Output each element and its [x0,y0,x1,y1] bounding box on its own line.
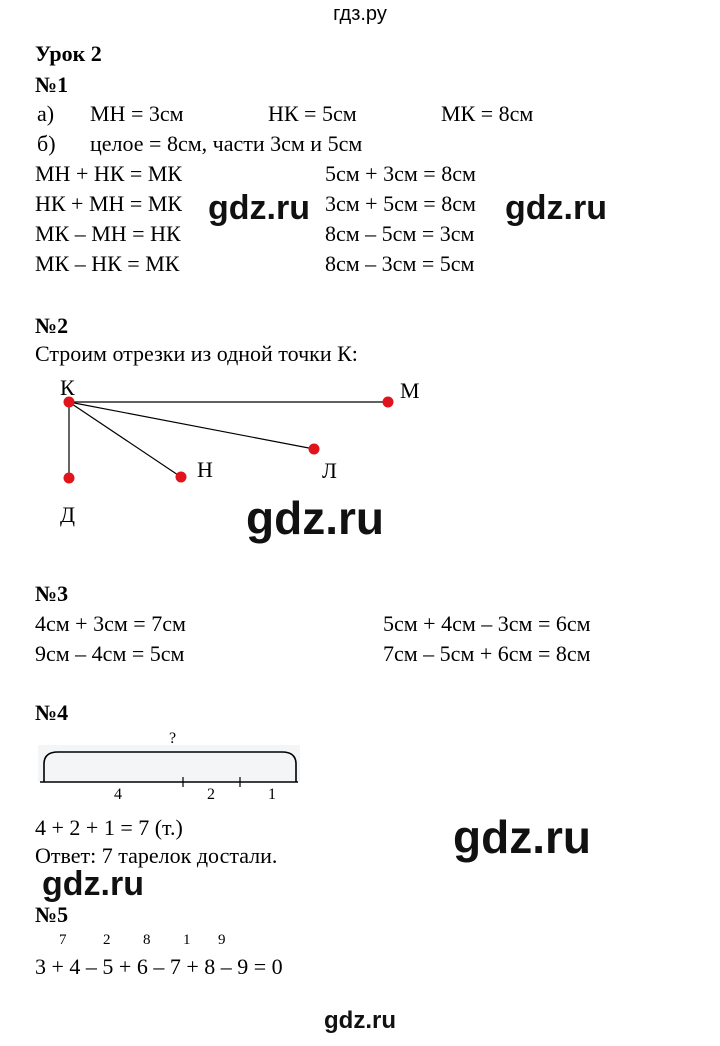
task5-equation: 3 + 4 – 5 + 6 – 7 + 8 – 9 = 0 [35,954,283,979]
segment-label: 1 [268,786,276,803]
task5-number: №5 [35,902,69,927]
task1-equation-left: МК – НК = МК [35,251,180,276]
segment-label: 2 [207,786,215,803]
superscript: 1 [183,932,191,948]
point-label-m: М [400,378,420,403]
site-header: гдз.ру [333,3,387,25]
superscript: 9 [218,932,226,948]
task2-number: №2 [35,313,69,338]
task1-row-b-text: целое = 8см, части 3см и 5см [90,131,363,156]
task1-row-b-marker: б) [37,131,56,156]
segment-label: 4 [114,786,122,803]
point-label-k: К [60,375,75,400]
task1-equation-right: 8см – 3см = 5см [325,251,475,276]
task3-number: №3 [35,581,69,606]
task2-text: Строим отрезки из одной точки К: [35,341,358,366]
superscript: 2 [103,932,111,948]
task1-equation-right: 3см + 5см = 8см [325,191,476,216]
task1-equation-right: 5см + 3см = 8см [325,161,476,186]
watermark: gdz.ru [453,811,591,863]
task1-equation-right: 8см – 5см = 3см [325,221,475,246]
footer-watermark: gdz.ru [324,1007,396,1034]
watermark: gdz.ru [505,189,607,227]
task1-equation-left: МК – МН = НК [35,221,181,246]
task3-equation-right: 7см – 5см + 6см = 8см [383,641,591,666]
point-label-d: Д [60,502,76,527]
task4-number: №4 [35,700,69,725]
task3-equation-left: 4см + 3см = 7см [35,611,186,636]
task1-row-a-marker: а) [37,101,55,126]
superscript: 7 [59,932,67,948]
task1-number: №1 [35,72,69,97]
task1-row-a-item: МН = 3см [90,101,184,126]
task1-equation-left: МН + НК = МК [35,161,183,186]
point-label-l: Л [322,458,337,483]
task4-equation: 4 + 2 + 1 = 7 (т.) [35,815,183,840]
watermark: gdz.ru [208,189,310,227]
superscript: 8 [143,932,151,948]
watermark: gdz.ru [246,492,384,544]
task1-row-a-item: МК = 8см [441,101,534,126]
task4-answer: Ответ: 7 тарелок достали. [35,843,278,868]
task1-row-a-item: НК = 5см [268,101,357,126]
point-label-n: Н [197,457,213,482]
lesson-title: Урок 2 [35,41,102,66]
question-mark: ? [169,730,177,747]
diagram-background [38,745,300,782]
task1-equation-left: НК + МН = МК [35,191,183,216]
watermark: gdz.ru [42,865,144,903]
task3-equation-left: 9см – 4см = 5см [35,641,185,666]
task3-equation-right: 5см + 4см – 3см = 6см [383,611,591,636]
